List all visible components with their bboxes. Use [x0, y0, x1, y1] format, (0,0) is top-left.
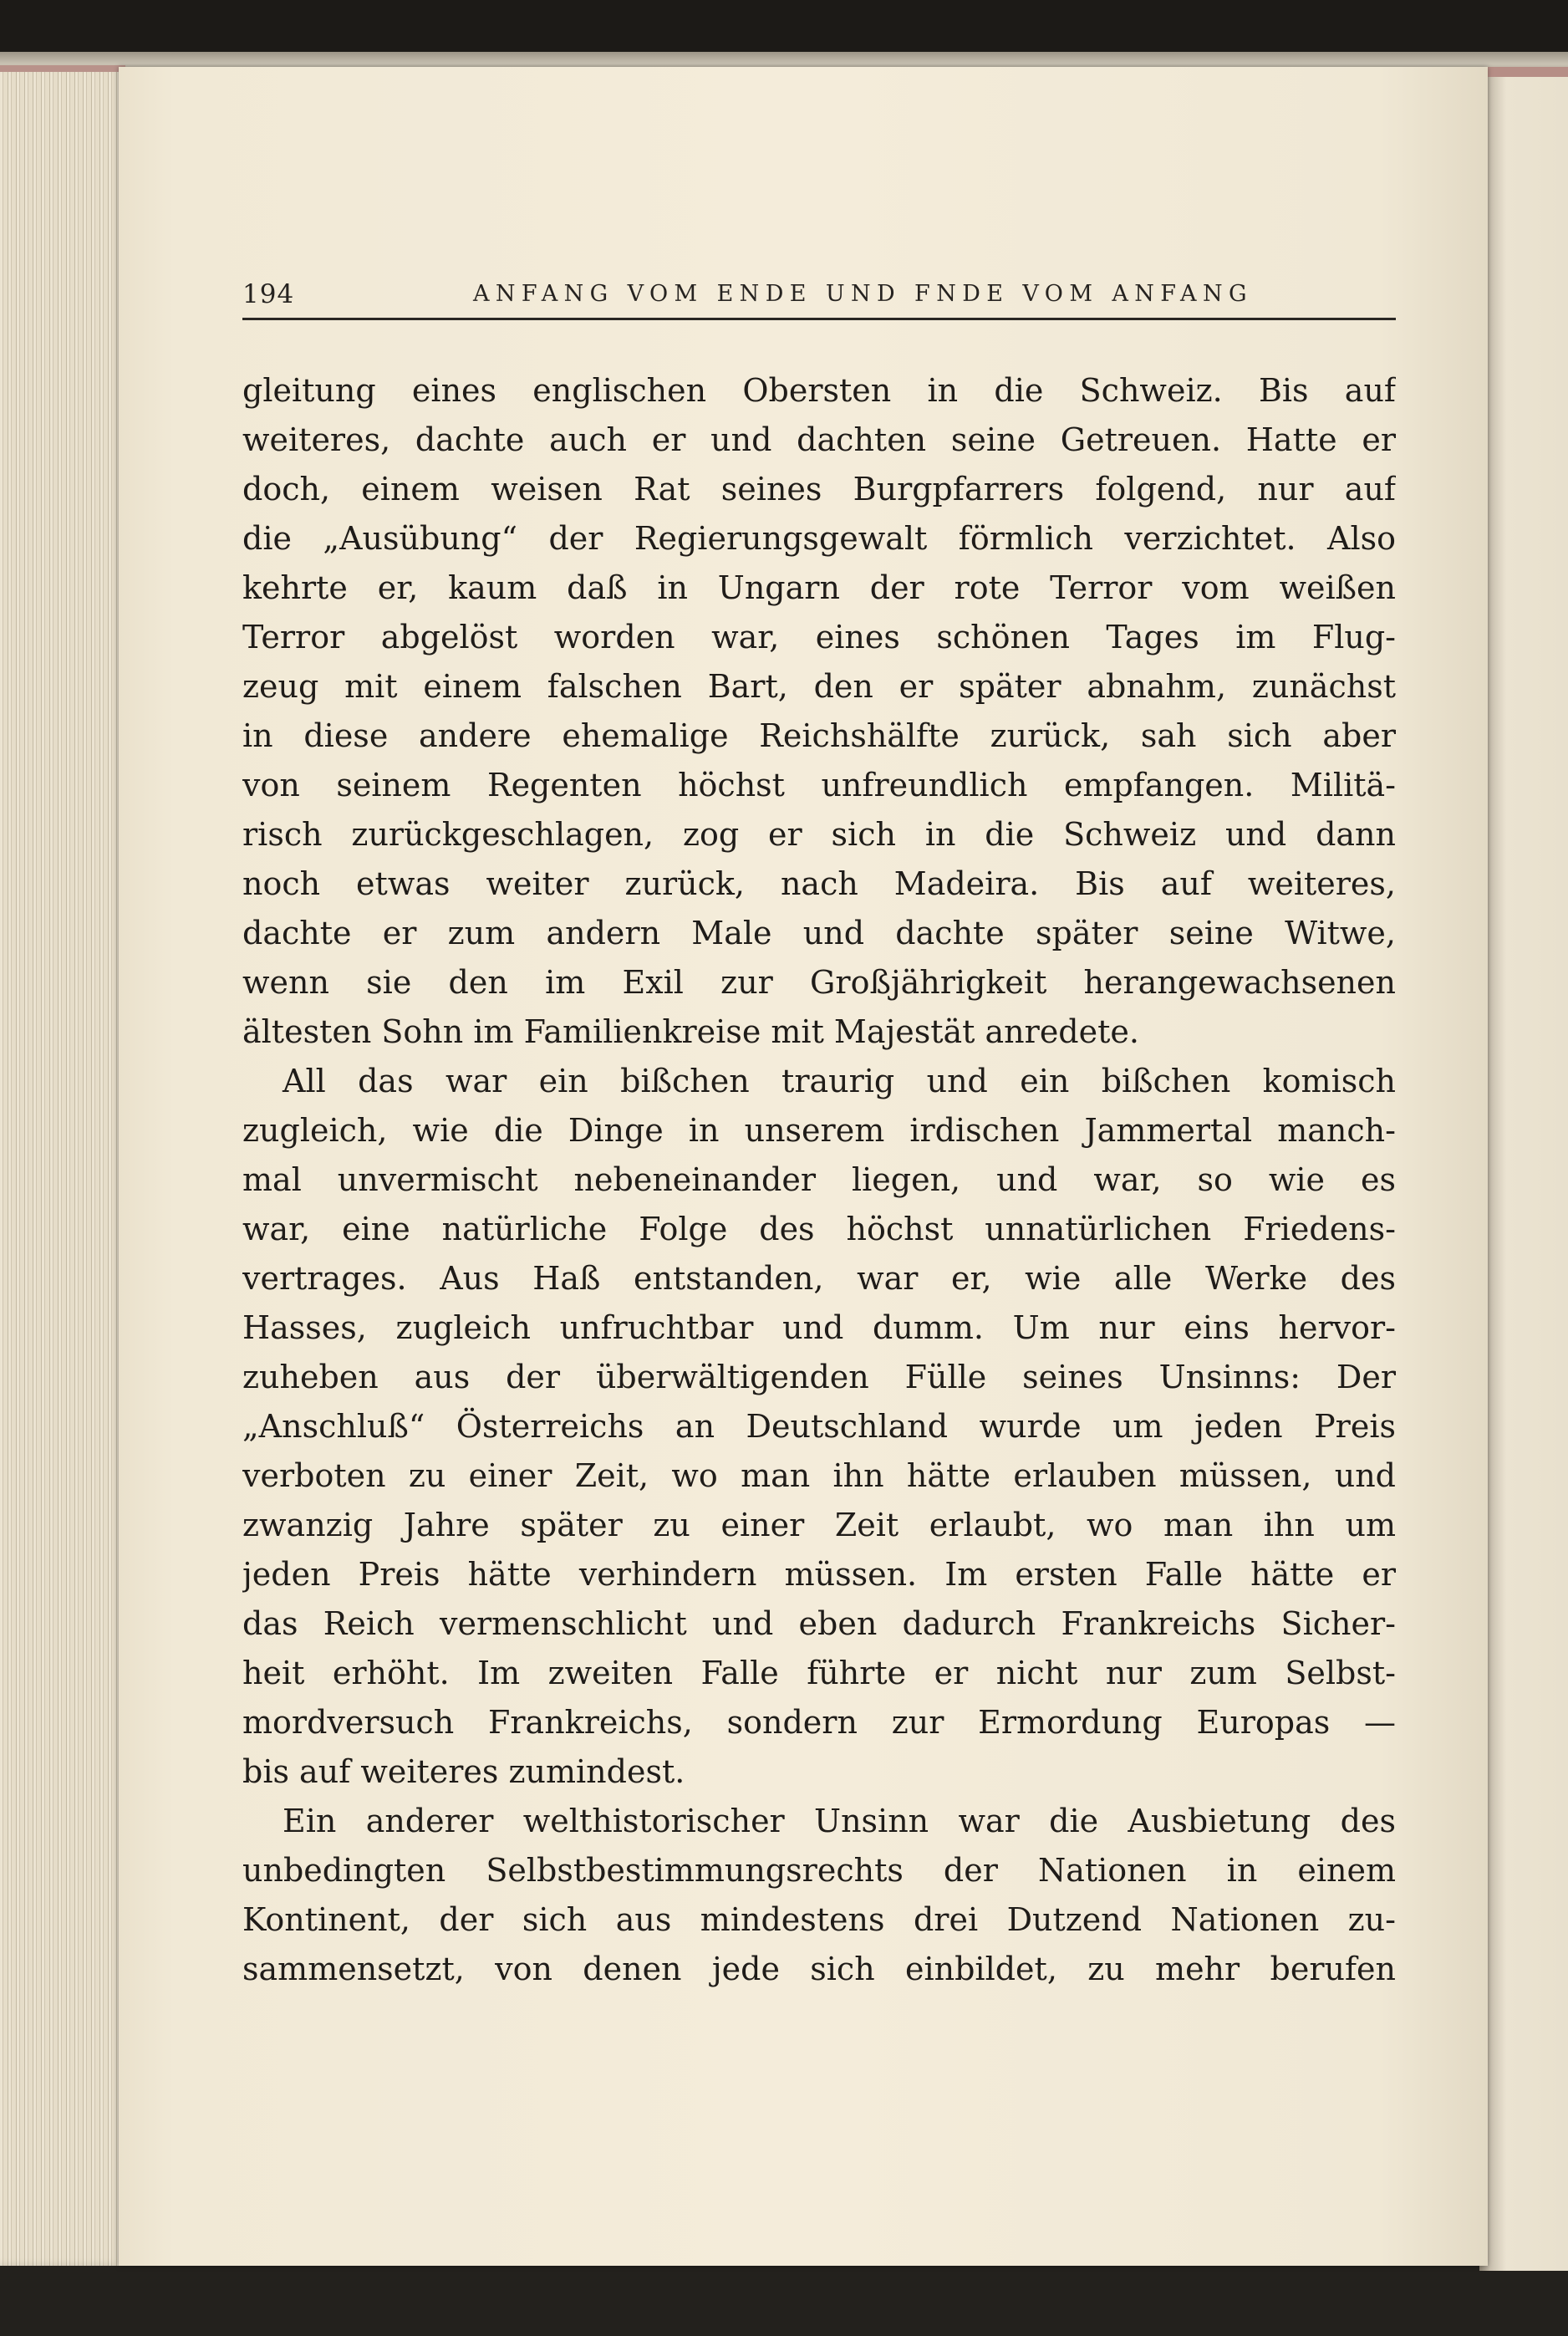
paragraph: [242, 366, 1396, 1057]
text-line: heit erhöht. Im zweiten Falle führte er nicht nur zum Selbst-: [242, 1655, 1396, 1691]
text-line: jeden Preis hätte verhindern müssen. Im ersten Falle hätte er: [242, 1556, 1396, 1593]
left-page-stack: [0, 65, 125, 2266]
text-line: von seinem Regenten höchst unfreundlich empfangen. Militä-: [242, 767, 1396, 803]
text-line: die „Ausübung“ der Regierungsgewalt förmlich verzichtet. Also: [242, 520, 1396, 557]
text-line: Hasses, zugleich unfruchtbar und dumm. Um nur eins hervor-: [242, 1309, 1396, 1346]
body-text: [242, 366, 1396, 1994]
left-page-stack-red-edge: [0, 65, 125, 72]
running-head: ANFANG VOM ENDE UND FNDE VOM ANFANG: [473, 281, 1253, 307]
text-line: unbedingten Selbstbestimmungsrechts der Nationen in einem: [242, 1852, 1396, 1889]
page-number: 194: [242, 279, 295, 309]
text-line: zuheben aus der überwältigenden Fülle seines Unsinns: Der: [242, 1359, 1396, 1395]
text-line: das Reich vermenschlicht und eben dadurch Frankreichs Sicher-: [242, 1605, 1396, 1642]
text-line: Ein anderer welthistorischer Unsinn war die Ausbietung des: [283, 1803, 1396, 1839]
text-line: in diese andere ehemalige Reichshälfte zurück, sah sich aber: [242, 717, 1396, 754]
text-line: Kontinent, der sich aus mindestens drei Dutzend Nationen zu-: [242, 1901, 1396, 1938]
text-line: gleitung eines englischen Obersten in die Schweiz. Bis auf: [242, 372, 1396, 409]
right-page-edge: [1479, 67, 1568, 2271]
text-line: mal unvermischt nebeneinander liegen, und war, so wie es: [242, 1161, 1396, 1198]
text-line: kehrte er, kaum daß in Ungarn der rote Terror vom weißen: [242, 569, 1396, 606]
paragraph: [242, 1057, 1396, 1797]
text-line: vertrages. Aus Haß entstanden, war er, wie alle Werke des: [242, 1260, 1396, 1297]
text-line: verboten zu einer Zeit, wo man ihn hätte erlauben müssen, und: [242, 1457, 1396, 1494]
text-line: All das war ein bißchen traurig und ein bißchen komisch: [283, 1063, 1396, 1099]
text-line: wenn sie den im Exil zur Großjährigkeit herangewachsenen: [242, 964, 1396, 1001]
right-page-red-edge: [1479, 67, 1568, 77]
text-line: bis auf weiteres zumindest.: [242, 1753, 685, 1790]
text-line: sammensetzt, von denen jede sich einbildet, zu mehr berufen: [242, 1951, 1396, 1987]
text-line: dachte er zum andern Male und dachte später seine Witwe,: [242, 915, 1396, 951]
text-line: mordversuch Frankreichs, sondern zur Ermordung Europas —: [242, 1704, 1396, 1741]
text-line: ältesten Sohn im Familienkreise mit Majestät anredete.: [242, 1013, 1139, 1050]
paragraph: [242, 1797, 1396, 1994]
text-line: risch zurückgeschlagen, zog er sich in die Schweiz und dann: [242, 816, 1396, 853]
text-line: zugleich, wie die Dinge in unserem irdischen Jammertal manch-: [242, 1112, 1396, 1149]
text-line: Terror abgelöst worden war, eines schönen Tages im Flug-: [242, 619, 1396, 655]
text-line: doch, einem weisen Rat seines Burgpfarrers folgend, nur auf: [242, 471, 1396, 507]
text-line: zeug mit einem falschen Bart, den er später abnahm, zunächst: [242, 668, 1396, 705]
page-header: [242, 276, 1396, 320]
text-line: noch etwas weiter zurück, nach Madeira. Bis auf weiteres,: [242, 865, 1396, 902]
text-line: „Anschluß“ Österreichs an Deutschland wurde um jeden Preis: [242, 1408, 1396, 1445]
text-line: zwanzig Jahre später zu einer Zeit erlaubt, wo man ihn um: [242, 1507, 1396, 1543]
text-line: weiteres, dachte auch er und dachten seine Getreuen. Hatte er: [242, 421, 1396, 458]
text-line: war, eine natürliche Folge des höchst unnatürlichen Friedens-: [242, 1211, 1396, 1247]
